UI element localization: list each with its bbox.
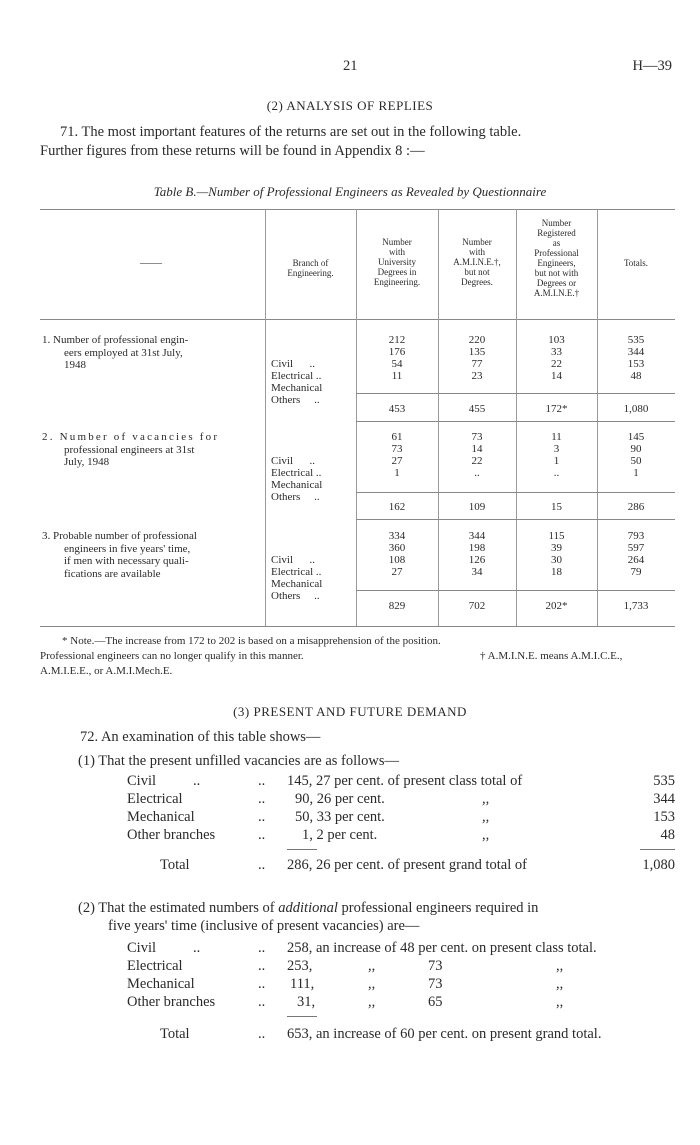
item1-row-name: Mechanical: [127, 809, 195, 825]
table-row-label: 3. Probable number of professional engineers in five years' time, if men with necessary quali- fications are available: [42, 530, 197, 580]
item1-row-value: 153: [653, 809, 675, 825]
section-heading-analysis: (2) ANALYSIS OF REPLIES: [266, 98, 434, 113]
subtotal-registered: 172*: [545, 403, 568, 415]
item1-row-dots: ..: [258, 827, 266, 843]
item1-total-name: Total: [160, 857, 190, 873]
section-heading-demand: (3) PRESENT AND FUTURE DEMAND: [233, 704, 467, 719]
item2-row-dots: ..: [258, 940, 266, 956]
item1-row-name: Electrical: [127, 791, 183, 807]
item1-row-name: Civil: [127, 773, 157, 789]
col-header-dash: ——: [140, 257, 162, 269]
note-line2b: † A.M.I.N.E. means A.M.I.C.E.,: [480, 650, 623, 662]
table-row-label: 2. Number of vacancies for professional engineers at 31st July, 1948: [42, 431, 220, 468]
subtotal-registered: 15: [551, 501, 562, 513]
paragraph-71-line2: Further figures from these returns will be found in Appendix 8 :—: [40, 143, 425, 159]
item1-row-value: 48: [660, 827, 675, 843]
amine-values: 220 135 77 23: [468, 334, 486, 382]
subtotal-registered: 202*: [545, 600, 568, 612]
item2-total-name: Total: [160, 1026, 190, 1042]
item2-row-name: Mechanical: [127, 976, 195, 992]
item1-total-value: 1,080: [642, 857, 675, 873]
subtotal-degrees: 453: [388, 403, 406, 415]
item2-row-num: 31,: [297, 994, 316, 1010]
degrees-values: 334 360 108 27: [388, 530, 406, 578]
paragraph-72: 72. An examination of this table shows—: [80, 729, 321, 745]
table-bottom-rule: [40, 626, 675, 627]
branch-list: Civil .. Electrical .. Mechanical Others ..: [271, 554, 323, 602]
subtotal-totals: 1,080: [623, 403, 649, 415]
item1-total-dots: ..: [258, 857, 266, 873]
item2-row-ditto: ,,: [368, 976, 376, 992]
totals-values: 535 344 153 48: [627, 334, 645, 382]
subtotal-rule: [356, 421, 675, 422]
item1-row-text: 50, 33 per cent.: [295, 809, 385, 825]
item2-row-pct: 73: [428, 958, 443, 974]
item1-row-ditto: ,,: [482, 809, 490, 825]
amine-values: 344 198 126 34: [468, 530, 486, 578]
item1-row-value: 535: [653, 773, 675, 789]
item2-total-dots: ..: [258, 1026, 266, 1042]
sum-rule: [640, 849, 675, 850]
subtotal-rule: [356, 519, 675, 520]
table-caption: Table B.—Number of Professional Engineers as Revealed by Questionnaire: [153, 184, 547, 199]
item2-line1: (2) That the estimated numbers of additional professional engineers required in: [78, 900, 539, 916]
note-line1: * Note.—The increase from 172 to 202 is based on a misapprehension of the position.: [62, 635, 441, 647]
item1-row-text: 90, 26 per cent.: [295, 791, 385, 807]
subtotal-totals: 1,733: [623, 600, 649, 612]
item2-line2: five years' time (inclusive of present vacancies) are—: [108, 918, 420, 934]
item2-row-text: 258, an increase of 48 per cent. on present class total.: [287, 940, 597, 956]
table-row-label: 1. Number of professional engin- eers employed at 31st July, 1948: [42, 334, 189, 371]
registered-values: 115 39 30 18: [548, 530, 565, 578]
item2-row-ditto: ,,: [556, 994, 564, 1010]
item2-total-text: 653, an increase of 60 per cent. on present grand total.: [287, 1026, 602, 1042]
paragraph-71-line1: 71. The most important features of the returns are set out in the following table.: [60, 124, 522, 140]
item1-row-dots: ..: [258, 791, 266, 807]
item1-row-name: Other branches: [127, 827, 216, 843]
amine-values: 73 14 22 ..: [471, 431, 483, 479]
subtotal-degrees: 162: [388, 501, 406, 513]
degrees-values: 212 176 54 11: [388, 334, 406, 382]
page-number: 21: [343, 58, 358, 74]
branch-list: Civil .. Electrical .. Mechanical Others ..: [271, 358, 323, 406]
item1-row-text: 1, 2 per cent.: [302, 827, 378, 843]
item2-row-name: Other branches: [127, 994, 216, 1010]
item1-row-ditto: ,,: [482, 791, 490, 807]
item2-row-dots: ..: [258, 994, 266, 1010]
item1-row-dots: ..: [193, 773, 201, 789]
item1-total-text: 286, 26 per cent. of present grand total of: [287, 857, 527, 873]
item2-row-dots: ..: [258, 958, 266, 974]
item1-row-value: 344: [653, 791, 675, 807]
item2-row-name: Civil: [127, 940, 157, 956]
sum-rule: [287, 849, 317, 850]
item1-intro: (1) That the present unfilled vacancies are as follows—: [78, 753, 400, 769]
col-header-amine: Number with A.M.I.N.E.†, but not Degrees.: [453, 237, 501, 287]
item1-row-ditto: ,,: [482, 827, 490, 843]
subtotal-degrees: 829: [388, 600, 406, 612]
page-code: H—39: [632, 58, 672, 74]
item2-row-pct: 73: [428, 976, 443, 992]
col-header-degrees: Number with University Degrees in Engineering.: [373, 237, 421, 287]
branch-list: Civil .. Electrical .. Mechanical Others ..: [271, 455, 323, 503]
col-header-registered: Number Registered as Professional Engineers, but not with Degrees or A.M.I.N.E.†: [533, 218, 580, 298]
subtotal-rule: [356, 393, 675, 394]
note-line2a: Professional engineers can no longer qualify in this manner.: [40, 650, 304, 662]
item1-row-text: 145, 27 per cent. of present class total of: [287, 773, 523, 789]
item2-row-dots: ..: [258, 976, 266, 992]
subtotal-amine: 455: [468, 403, 486, 415]
note-line3: A.M.I.E.E., or A.M.I.Mech.E.: [40, 665, 173, 677]
registered-values: 11 3 1 ..: [551, 431, 562, 479]
table-header-rule: [40, 319, 675, 320]
subtotal-totals: 286: [627, 501, 645, 513]
item2-row-ditto: ,,: [556, 958, 564, 974]
totals-values: 793 597 264 79: [627, 530, 645, 578]
item2-row-num: 111,: [290, 976, 315, 992]
subtotal-amine: 109: [468, 501, 486, 513]
registered-values: 103 33 22 14: [548, 334, 565, 382]
subtotal-rule: [356, 590, 675, 591]
subtotal-rule: [356, 492, 675, 493]
subtotal-amine: 702: [468, 600, 486, 612]
item2-row-name: Electrical: [127, 958, 183, 974]
item1-row-dots: ..: [258, 773, 266, 789]
item2-row-ditto: ,,: [368, 958, 376, 974]
sum-rule: [287, 1016, 317, 1017]
table-top-rule: [40, 209, 675, 210]
item2-row-dots: ..: [193, 940, 201, 956]
item2-row-num: 253,: [287, 958, 313, 974]
item2-row-ditto: ,,: [556, 976, 564, 992]
col-header-totals: Totals.: [623, 258, 649, 268]
item2-row-ditto: ,,: [368, 994, 376, 1010]
item2-row-pct: 65: [428, 994, 443, 1010]
degrees-values: 61 73 27 1: [391, 431, 403, 479]
item1-row-dots: ..: [258, 809, 266, 825]
col-header-branch: Branch of Engineering.: [287, 258, 334, 278]
totals-values: 145 90 50 1: [627, 431, 645, 479]
